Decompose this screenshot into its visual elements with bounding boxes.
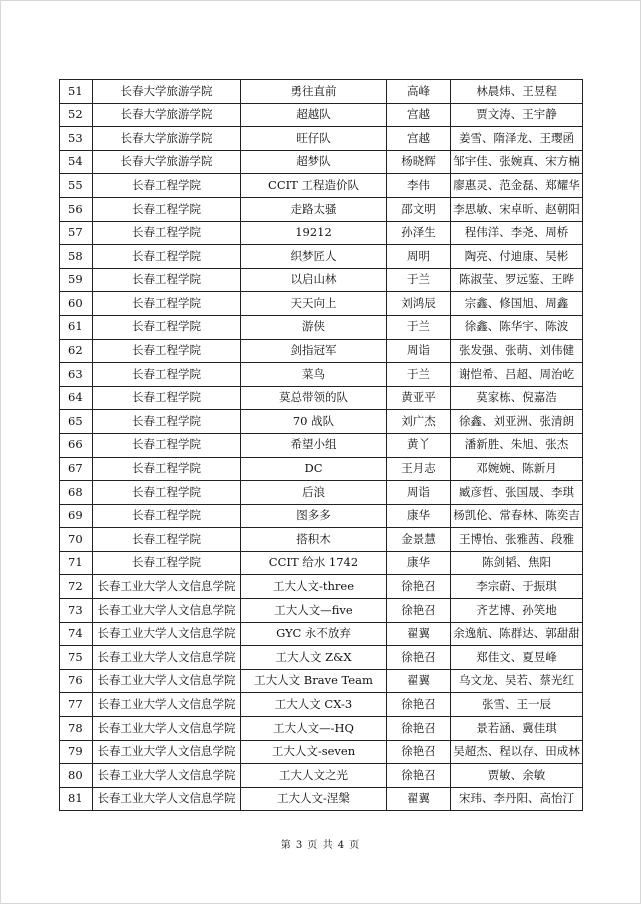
row-number: 78 <box>60 717 93 741</box>
table-row <box>60 717 583 741</box>
school-cell: 长春工业大学人文信息学院 <box>93 717 241 741</box>
members-cell: 邓婉婉、陈新月 <box>451 457 583 481</box>
row-number: 70 <box>60 528 93 552</box>
team-name-cell: 菜鸟 <box>241 363 387 387</box>
school-cell: 长春工业大学人文信息学院 <box>93 622 241 646</box>
table-row <box>60 646 583 670</box>
row-number: 72 <box>60 575 93 599</box>
advisor-cell: 于兰 <box>387 363 451 387</box>
school-cell: 长春工程学院 <box>93 245 241 269</box>
members-cell: 陈剑韬、焦阳 <box>451 551 583 575</box>
school-cell: 长春工程学院 <box>93 363 241 387</box>
row-number: 80 <box>60 764 93 788</box>
team-name-cell: 工大人文-three <box>241 575 387 599</box>
members-cell: 徐鑫、刘亚洲、张清朗 <box>451 410 583 434</box>
table-row <box>60 221 583 245</box>
row-number: 54 <box>60 150 93 174</box>
team-name-cell: 工大人文—-HQ <box>241 717 387 741</box>
row-number: 61 <box>60 315 93 339</box>
school-cell: 长春工程学院 <box>93 528 241 552</box>
team-name-cell: 天天向上 <box>241 292 387 316</box>
school-cell: 长春工程学院 <box>93 386 241 410</box>
row-number: 55 <box>60 174 93 198</box>
team-name-cell: 莫总带领的队 <box>241 386 387 410</box>
advisor-cell: 邵文明 <box>387 197 451 221</box>
team-name-cell: 超梦队 <box>241 150 387 174</box>
members-cell: 廖惠灵、范金磊、郑耀华 <box>451 174 583 198</box>
advisor-cell: 徐艳召 <box>387 693 451 717</box>
advisor-cell: 翟翼 <box>387 622 451 646</box>
team-name-cell: 织梦匠人 <box>241 245 387 269</box>
school-cell: 长春工业大学人文信息学院 <box>93 646 241 670</box>
team-name-cell: 图多多 <box>241 504 387 528</box>
row-number: 71 <box>60 551 93 575</box>
members-cell: 李思敏、宋卓昕、赵朝阳 <box>451 197 583 221</box>
advisor-cell: 康华 <box>387 551 451 575</box>
school-cell: 长春工程学院 <box>93 457 241 481</box>
school-cell: 长春工程学院 <box>93 433 241 457</box>
row-number: 56 <box>60 197 93 221</box>
table-row <box>60 599 583 623</box>
row-number: 67 <box>60 457 93 481</box>
table-row <box>60 551 583 575</box>
school-cell: 长春工程学院 <box>93 504 241 528</box>
advisor-cell: 周明 <box>387 245 451 269</box>
table-row <box>60 386 583 410</box>
table-row <box>60 433 583 457</box>
members-cell: 莫家栋、倪嘉浩 <box>451 386 583 410</box>
team-name-cell: 工大人文—five <box>241 599 387 623</box>
row-number: 68 <box>60 481 93 505</box>
table-row <box>60 80 583 104</box>
school-cell: 长春工业大学人文信息学院 <box>93 669 241 693</box>
table-row <box>60 410 583 434</box>
row-number: 65 <box>60 410 93 434</box>
table-row <box>60 339 583 363</box>
school-cell: 长春大学旅游学院 <box>93 103 241 127</box>
members-cell: 贾敏、余敏 <box>451 764 583 788</box>
advisor-cell: 黄丫 <box>387 433 451 457</box>
advisor-cell: 李伟 <box>387 174 451 198</box>
team-name-cell: 工大人文 Z&X <box>241 646 387 670</box>
advisor-cell: 王月志 <box>387 457 451 481</box>
members-cell: 陶亮、付迪康、吴彬 <box>451 245 583 269</box>
row-number: 79 <box>60 740 93 764</box>
members-cell: 贾文涛、王宇静 <box>451 103 583 127</box>
team-name-cell: 工大人文-涅槃 <box>241 787 387 811</box>
school-cell: 长春工程学院 <box>93 292 241 316</box>
advisor-cell: 翟翼 <box>387 787 451 811</box>
roster-body <box>60 80 583 811</box>
table-row <box>60 481 583 505</box>
members-cell: 潘新胜、朱旭、张杰 <box>451 433 583 457</box>
advisor-cell: 康华 <box>387 504 451 528</box>
school-cell: 长春大学旅游学院 <box>93 150 241 174</box>
row-number: 76 <box>60 669 93 693</box>
advisor-cell: 高峰 <box>387 80 451 104</box>
advisor-cell: 周诣 <box>387 481 451 505</box>
row-number: 64 <box>60 386 93 410</box>
row-number: 52 <box>60 103 93 127</box>
row-number: 60 <box>60 292 93 316</box>
advisor-cell: 徐艳召 <box>387 717 451 741</box>
school-cell: 长春工程学院 <box>93 197 241 221</box>
school-cell: 长春工业大学人文信息学院 <box>93 740 241 764</box>
members-cell: 徐鑫、陈华宇、陈波 <box>451 315 583 339</box>
page-footer: 第 3 页 共 4 页 <box>280 840 361 851</box>
table-row <box>60 245 583 269</box>
team-name-cell: 走路太骚 <box>241 197 387 221</box>
table-row <box>60 504 583 528</box>
table-row <box>60 150 583 174</box>
team-name-cell: 勇往直前 <box>241 80 387 104</box>
team-name-cell: GYC 永不放弃 <box>241 622 387 646</box>
advisor-cell: 徐艳召 <box>387 575 451 599</box>
team-name-cell: 工大人文 CX-3 <box>241 693 387 717</box>
team-name-cell: 以启山林 <box>241 268 387 292</box>
team-name-cell: 工大人文-seven <box>241 740 387 764</box>
row-number: 53 <box>60 127 93 151</box>
members-cell: 景若涵、冀佳琪 <box>451 717 583 741</box>
school-cell: 长春工程学院 <box>93 481 241 505</box>
table-row <box>60 127 583 151</box>
row-number: 66 <box>60 433 93 457</box>
table-row <box>60 622 583 646</box>
members-cell: 吴超杰、程以存、田成林 <box>451 740 583 764</box>
advisor-cell: 徐艳召 <box>387 764 451 788</box>
table-row <box>60 292 583 316</box>
advisor-cell: 宫越 <box>387 127 451 151</box>
members-cell: 宋玮、李丹阳、高怡汀 <box>451 787 583 811</box>
members-cell: 宗鑫、修国旭、周鑫 <box>451 292 583 316</box>
team-name-cell: 希望小组 <box>241 433 387 457</box>
members-cell: 张发强、张萌、刘伟健 <box>451 339 583 363</box>
table-row <box>60 740 583 764</box>
table-row <box>60 575 583 599</box>
table-row <box>60 103 583 127</box>
members-cell: 臧彦哲、张国晟、李琪 <box>451 481 583 505</box>
row-number: 81 <box>60 787 93 811</box>
row-number: 62 <box>60 339 93 363</box>
advisor-cell: 刘鸿辰 <box>387 292 451 316</box>
members-cell: 张雪、王一辰 <box>451 693 583 717</box>
team-name-cell: 旺仔队 <box>241 127 387 151</box>
advisor-cell: 杨晓辉 <box>387 150 451 174</box>
school-cell: 长春工程学院 <box>93 410 241 434</box>
members-cell: 程伟洋、李尧、周桥 <box>451 221 583 245</box>
table-row <box>60 363 583 387</box>
advisor-cell: 于兰 <box>387 315 451 339</box>
table-row <box>60 315 583 339</box>
table-row <box>60 693 583 717</box>
advisor-cell: 周诣 <box>387 339 451 363</box>
members-cell: 余逸航、陈群达、郭甜甜 <box>451 622 583 646</box>
members-cell: 谢恺希、吕超、周治屹 <box>451 363 583 387</box>
members-cell: 陈淑莹、罗远鉴、王晔 <box>451 268 583 292</box>
advisor-cell: 金景慧 <box>387 528 451 552</box>
row-number: 75 <box>60 646 93 670</box>
row-number: 77 <box>60 693 93 717</box>
row-number: 51 <box>60 80 93 104</box>
school-cell: 长春工业大学人文信息学院 <box>93 575 241 599</box>
table-row <box>60 268 583 292</box>
team-name-cell: CCIT 给水 1742 <box>241 551 387 575</box>
row-number: 69 <box>60 504 93 528</box>
row-number: 73 <box>60 599 93 623</box>
team-name-cell: 工大人文之光 <box>241 764 387 788</box>
table-row <box>60 764 583 788</box>
advisor-cell: 黄亚平 <box>387 386 451 410</box>
table-row <box>60 669 583 693</box>
table-row <box>60 174 583 198</box>
members-cell: 姜雪、隋泽龙、王璎函 <box>451 127 583 151</box>
school-cell: 长春工业大学人文信息学院 <box>93 764 241 788</box>
school-cell: 长春工业大学人文信息学院 <box>93 599 241 623</box>
school-cell: 长春工程学院 <box>93 221 241 245</box>
team-name-cell: DC <box>241 457 387 481</box>
school-cell: 长春工程学院 <box>93 339 241 363</box>
row-number: 74 <box>60 622 93 646</box>
members-cell: 邹宇佳、张婉真、宋方楠 <box>451 150 583 174</box>
team-name-cell: 超越队 <box>241 103 387 127</box>
members-cell: 乌文龙、吴若、蔡光红 <box>451 669 583 693</box>
school-cell: 长春工业大学人文信息学院 <box>93 693 241 717</box>
table-row <box>60 457 583 481</box>
members-cell: 林晨炜、王昱程 <box>451 80 583 104</box>
team-name-cell: 工大人文 Brave Team <box>241 669 387 693</box>
school-cell: 长春工程学院 <box>93 268 241 292</box>
table-row <box>60 528 583 552</box>
school-cell: 长春工程学院 <box>93 315 241 339</box>
school-cell: 长春工业大学人文信息学院 <box>93 787 241 811</box>
members-cell: 齐艺博、孙笑地 <box>451 599 583 623</box>
team-name-cell: 剑指冠军 <box>241 339 387 363</box>
advisor-cell: 徐艳召 <box>387 740 451 764</box>
school-cell: 长春工程学院 <box>93 551 241 575</box>
row-number: 58 <box>60 245 93 269</box>
row-number: 59 <box>60 268 93 292</box>
advisor-cell: 徐艳召 <box>387 646 451 670</box>
advisor-cell: 宫越 <box>387 103 451 127</box>
team-name-cell: 游侠 <box>241 315 387 339</box>
advisor-cell: 于兰 <box>387 268 451 292</box>
row-number: 57 <box>60 221 93 245</box>
team-name-cell: 搭积木 <box>241 528 387 552</box>
school-cell: 长春工程学院 <box>93 174 241 198</box>
members-cell: 李宗蔚、于振琪 <box>451 575 583 599</box>
team-name-cell: 70 战队 <box>241 410 387 434</box>
table-row <box>60 197 583 221</box>
members-cell: 王博怡、张雅茜、段雅 <box>451 528 583 552</box>
team-name-cell: CCIT 工程造价队 <box>241 174 387 198</box>
members-cell: 杨凯伦、常春林、陈奕吉 <box>451 504 583 528</box>
roster-table <box>59 79 583 811</box>
advisor-cell: 徐艳召 <box>387 599 451 623</box>
row-number: 63 <box>60 363 93 387</box>
members-cell: 郑佳文、夏昱峰 <box>451 646 583 670</box>
advisor-cell: 孙泽生 <box>387 221 451 245</box>
team-name-cell: 后浪 <box>241 481 387 505</box>
advisor-cell: 刘广杰 <box>387 410 451 434</box>
advisor-cell: 翟翼 <box>387 669 451 693</box>
school-cell: 长春大学旅游学院 <box>93 80 241 104</box>
team-name-cell: 19212 <box>241 221 387 245</box>
table-row <box>60 787 583 811</box>
school-cell: 长春大学旅游学院 <box>93 127 241 151</box>
